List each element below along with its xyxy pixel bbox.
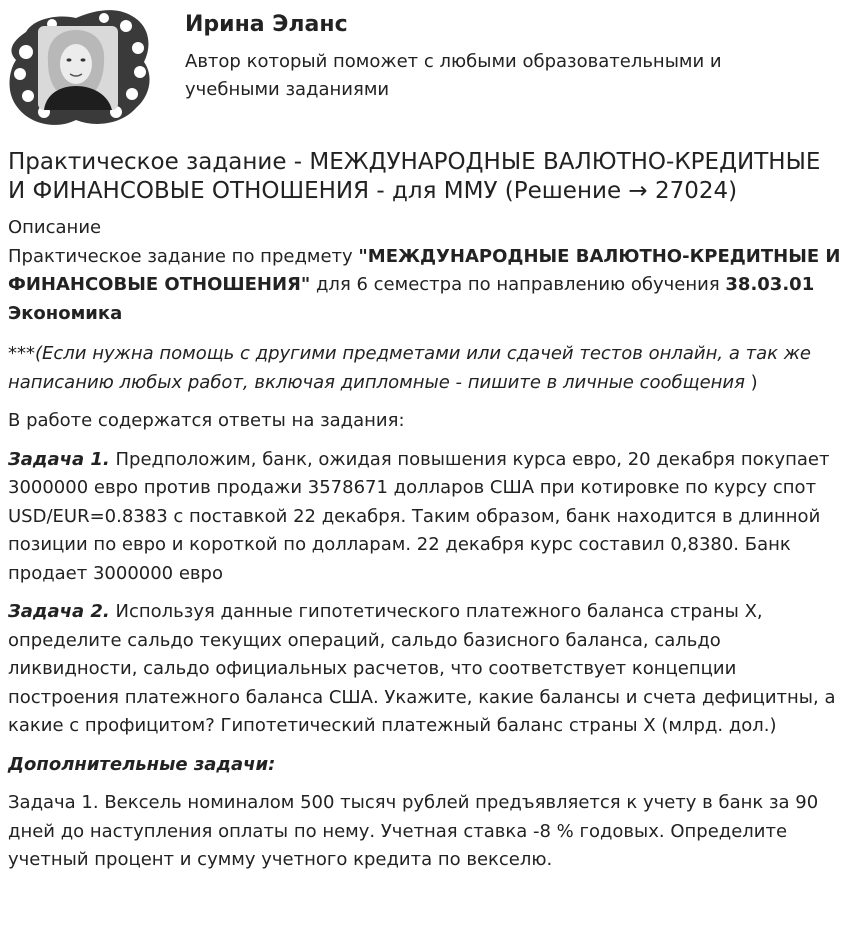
task-1-label: Задача 1.	[8, 448, 110, 470]
note-stars: ***	[8, 343, 35, 364]
note-paragraph	[8, 340, 842, 397]
intro-paragraph	[8, 243, 842, 329]
task-2	[8, 598, 842, 741]
description-label: Описание	[8, 217, 102, 238]
task-1-text: Предположим, банк, ожидая повышения курса евро, 20 декабря покупает 3000000 евро против продажи 3578671 долларов США при котировке по курсу спот USD/EUR=0.8383 с поставкой 22 декабря. Таким образом, банк находится в длинной позиции по евро и короткой по долларам. 22 декабря курс составил 0,8380. Банк продает 3000000 евро	[8, 448, 830, 584]
avatar	[4, 4, 154, 129]
contains-text: В работе содержатся ответы на задания:	[8, 410, 405, 431]
note-text: (Если нужна помощь с другими предметами или сдачей тестов онлайн, а так же написанию любых работ, включая дипломные - пишите в личные сообщения	[8, 343, 811, 393]
task-2-label: Задача 2.	[8, 601, 110, 622]
author-name: Ирина Эланс	[185, 12, 348, 37]
avatar-film-frame-image	[4, 4, 154, 129]
task-2-text: Используя данные гипотетического платежного баланса страны X, определите сальдо текущих операций, сальдо базисного баланса, сальдо ликвидности, сальдо официальных расчетов, что соответствует концепции построения платежного баланса США. Укажите, какие балансы и счета дефицитны, а какие с профицитом? Гипотетический платежный баланс страны X (млрд. дол.)	[8, 601, 836, 736]
intro-middle: для 6 семестра по направлению обучения	[310, 274, 726, 295]
additional-tasks-label	[8, 751, 842, 780]
intro-subject: "МЕЖДУНАРОДНЫЕ ВАЛЮТНО-КРЕДИТНЫЕ И ФИНАНСОВЫЕ ОТНОШЕНИЯ"	[8, 245, 841, 295]
intro-program: 38.03.01 Экономика	[8, 274, 815, 324]
author-description: Автор который поможет с любыми образовательными и учебными заданиями	[185, 51, 722, 100]
task-1	[8, 446, 842, 589]
additional-label: Дополнительные задачи:	[8, 753, 276, 775]
author-header	[0, 0, 847, 135]
additional-task-1: Задача 1. Вексель номиналом 500 тысяч рублей предъявляется к учету в банк за 90 дней до наступления оплаты по нему. Учетная ставка -8 % годовых. Определите учетный процент и сумму учетного кредита по векселю.	[8, 792, 819, 870]
document-content	[8, 148, 842, 875]
note-close: )	[750, 371, 758, 393]
intro-prefix: Практическое задание по предмету	[8, 245, 359, 267]
document-title: Практическое задание - МЕЖДУНАРОДНЫЕ ВАЛЮТНО-КРЕДИТНЫЕ И ФИНАНСОВЫЕ ОТНОШЕНИЯ - для ММУ (Решение → 27024)	[8, 149, 821, 204]
